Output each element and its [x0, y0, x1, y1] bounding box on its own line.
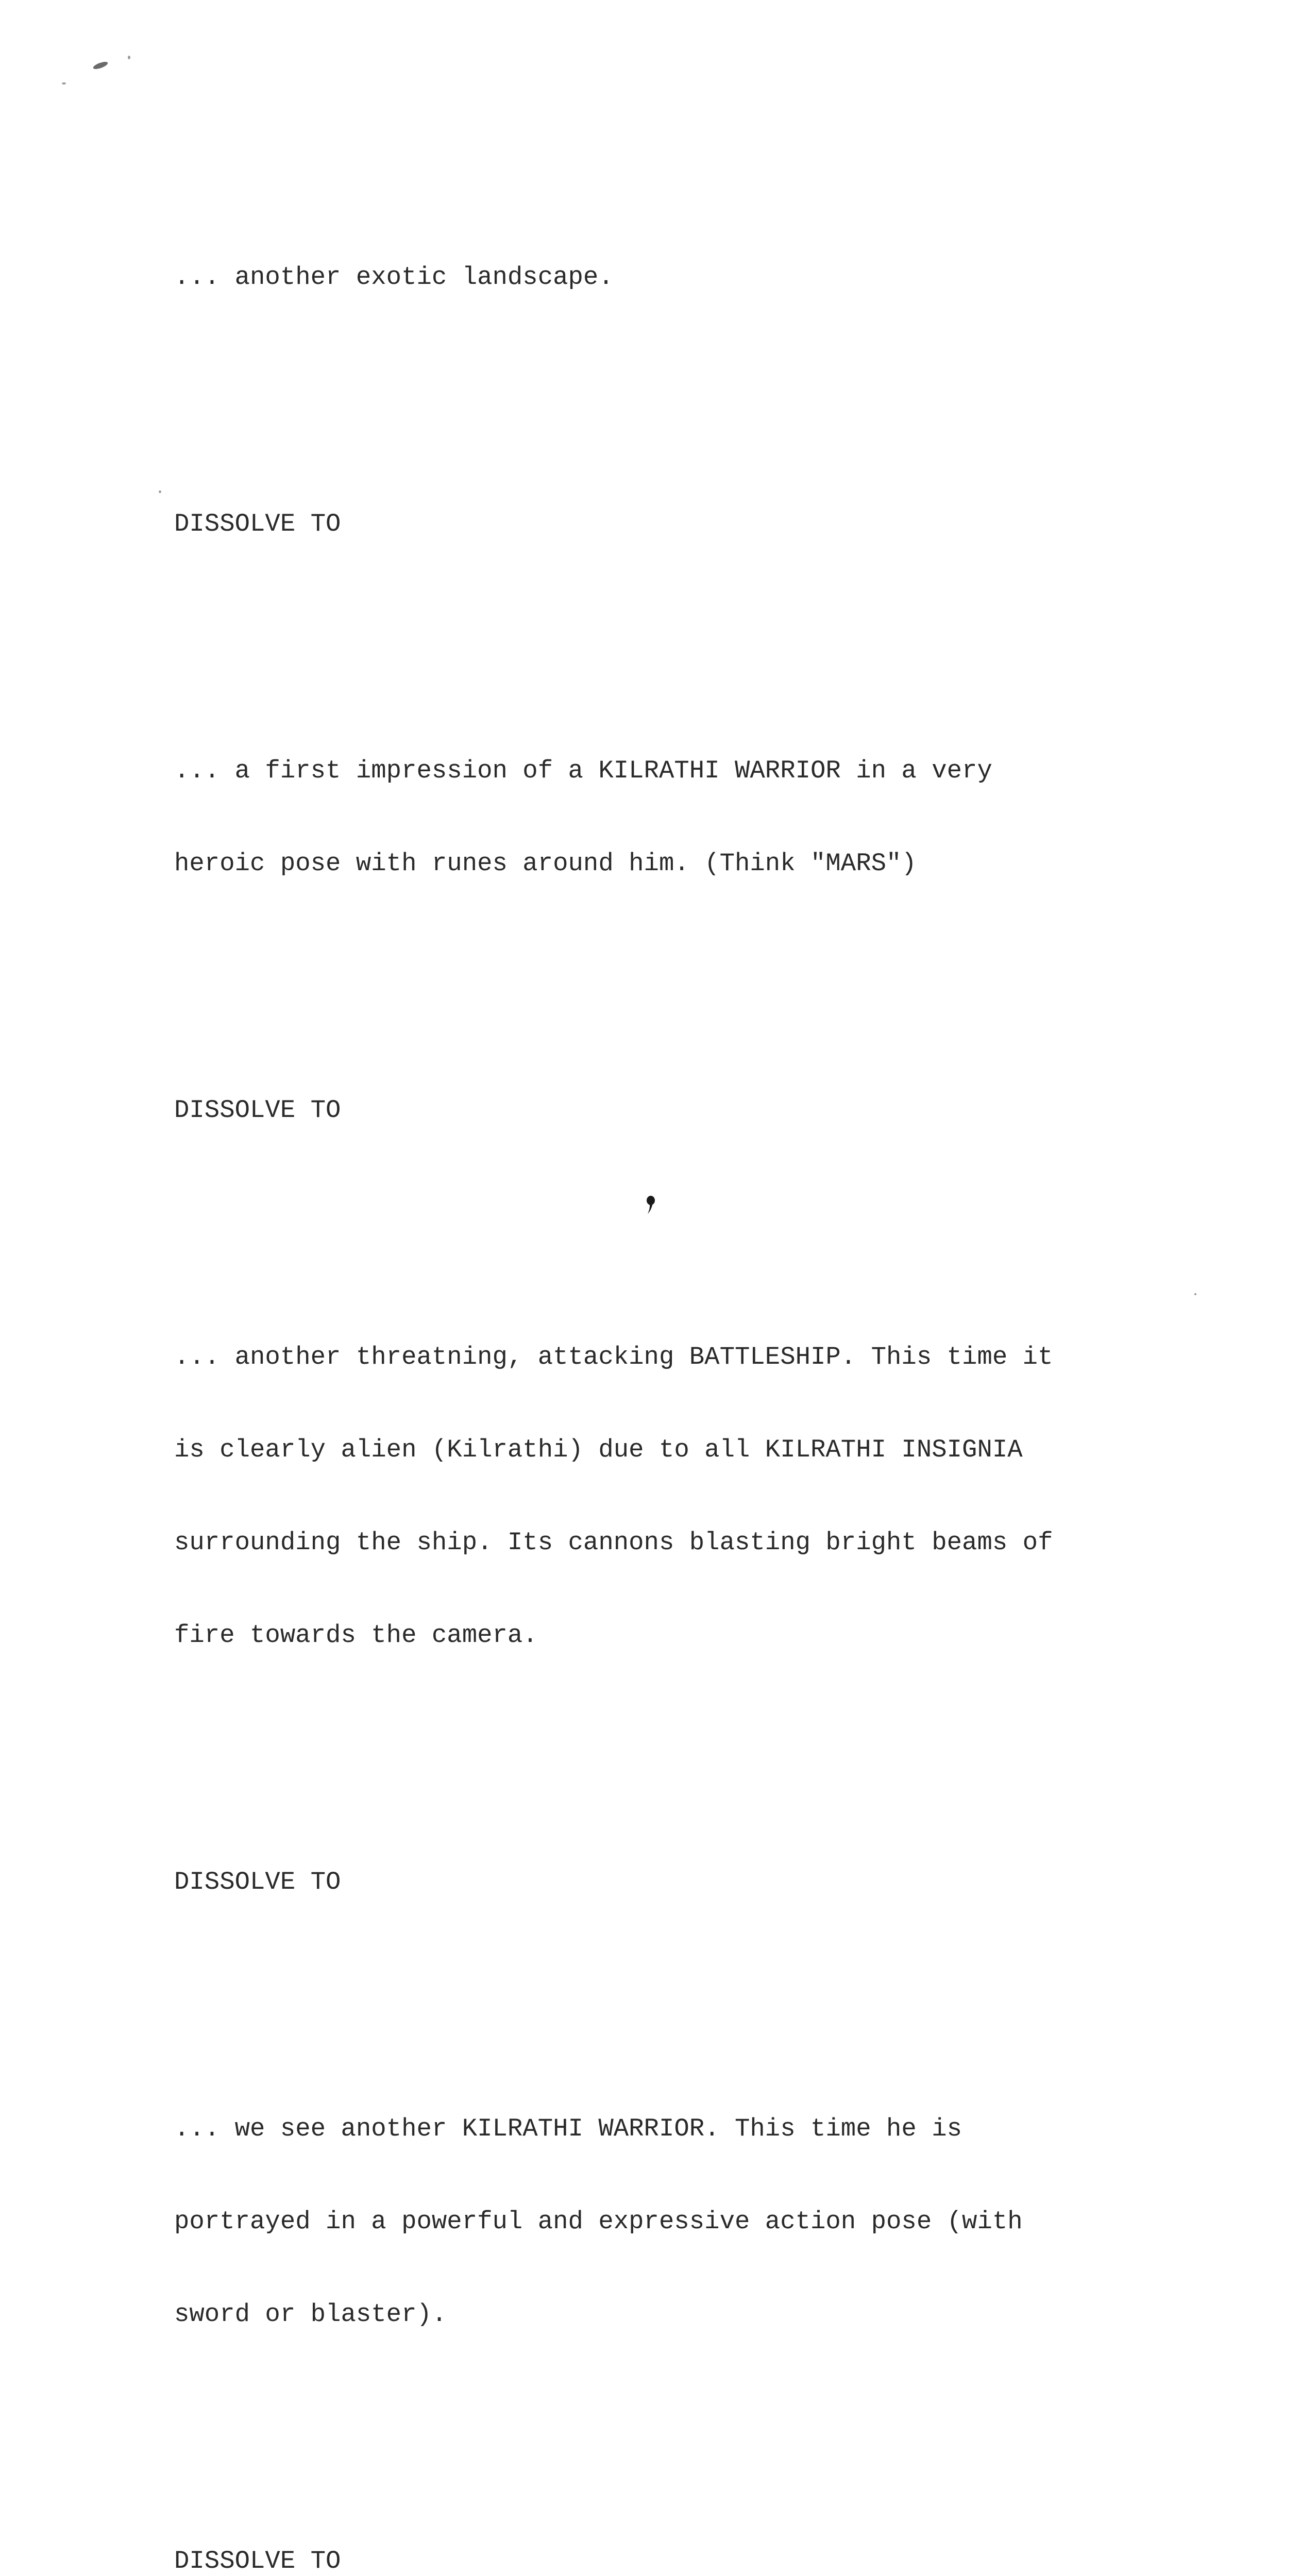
text-line: sword or blaster). — [174, 2300, 447, 2329]
script-text — [174, 138, 1153, 2576]
text-block — [174, 200, 1153, 354]
text-line: is clearly alien (Kilrathi) due to all KILRATHI INSIGNIA — [174, 1435, 1023, 1464]
scan-speck — [1194, 1293, 1196, 1295]
transition-dissolve — [174, 2484, 1153, 2576]
text-line: ... we see another KILRATHI WARRIOR. This time he is — [174, 2114, 962, 2143]
text-line: DISSOLVE TO — [174, 1868, 341, 1896]
scan-smudge — [92, 60, 109, 71]
transition-dissolve — [174, 447, 1153, 601]
transition-dissolve — [174, 1033, 1153, 1188]
transition-dissolve — [174, 1805, 1153, 1959]
text-line: fire towards the camera. — [174, 1621, 538, 1650]
text-line: DISSOLVE TO — [174, 510, 341, 538]
text-block — [174, 2052, 1153, 2392]
text-line: ... another exotic landscape. — [174, 263, 614, 292]
scan-speck — [159, 490, 161, 493]
text-line: portrayed in a powerful and expressive action pose (with — [174, 2207, 1023, 2236]
text-line: ... a first impression of a KILRATHI WARRIOR in a very — [174, 756, 992, 785]
text-line: ... another threatning, attacking BATTLESHIP. This time it — [174, 1343, 1053, 1371]
text-line: DISSOLVE TO — [174, 2547, 341, 2575]
text-line: surrounding the ship. Its cannons blasting bright beams of — [174, 1528, 1053, 1557]
scan-speck — [128, 56, 130, 59]
text-line: DISSOLVE TO — [174, 1096, 341, 1125]
text-line: heroic pose with runes around him. (Think "MARS") — [174, 849, 917, 878]
scan-speck — [62, 82, 66, 84]
text-block — [174, 1280, 1153, 1713]
text-block — [174, 693, 1153, 941]
